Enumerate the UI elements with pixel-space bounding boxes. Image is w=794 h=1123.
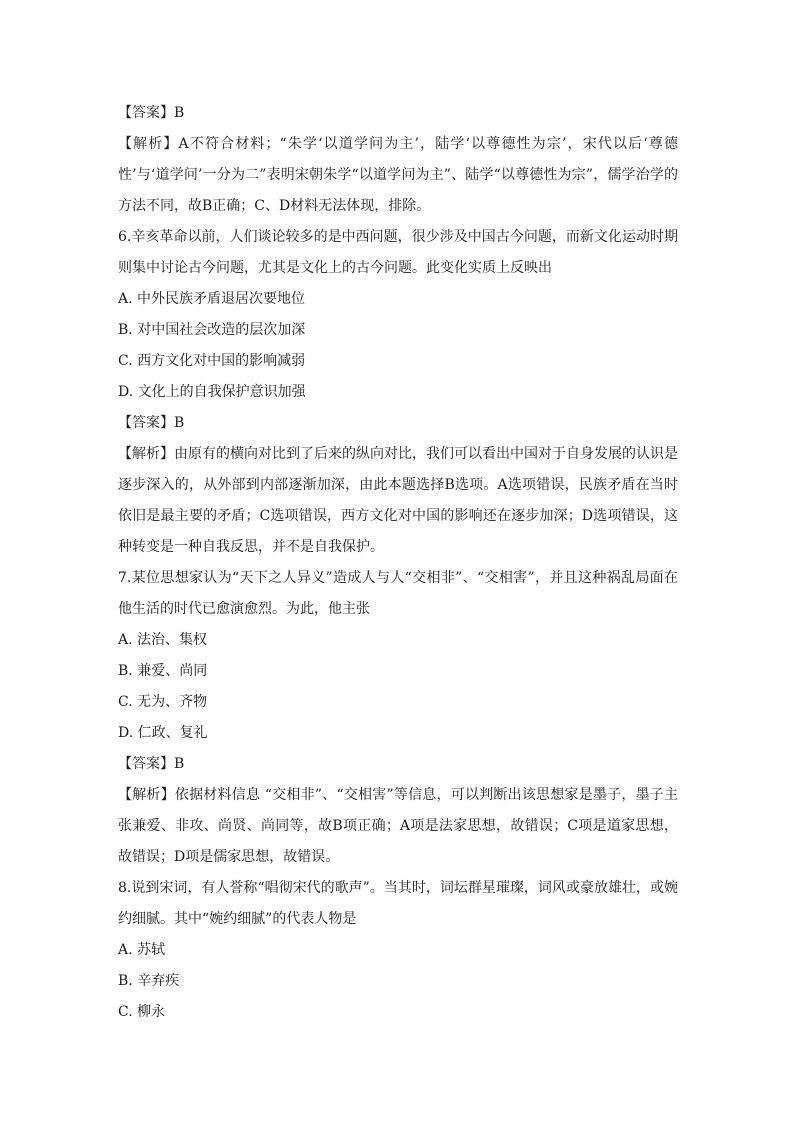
question-8-option-a: A. 苏轼 [118,942,166,958]
question-7-analysis: 【解析】依据材料信息 “交相非”、“交相害”等信息，可以判断出该思想家是墨子，墨子主张兼爱、非攻、尚贤、尚同等，故B项正确；A项是法家思想，故错误；C项是道家思想，故错误；D项是儒家思想，故错误。 [118,787,678,865]
question-8-option-c: C. 柳永 [118,1004,166,1020]
question-7-option-a: A. 法治、集权 [118,632,208,648]
question-8-option-b: B. 辛弃疾 [118,973,180,989]
question-6-analysis: 【解析】由原有的横向对比到了后来的纵向对比，我们可以看出中国对于自身发展的认识是逐步深入的，从外部到内部逐渐加深，由此本题选择B选项。A选项错误，民族矛盾在当时依旧是最主要的矛盾；C选项错误，西方文化对中国的影响还在逐步加深；D选项错误，这种转变是一种自我反思，并不是自我保护。 [118,446,678,555]
question-8-stem: 8.说到宋词，有人誉称“唱彻宋代的歌声”。当其时，词坛群星璀璨，词风或豪放雄壮，或婉约细腻。其中“婉约细腻”的代表人物是 [118,880,678,927]
question-6-option-a: A. 中外民族矛盾退居次要地位 [118,291,306,307]
question-7-option-b: B. 兼爱、尚同 [118,663,208,679]
question-7-option-d: D. 仁政、复礼 [118,725,208,741]
question-6-option-d: D. 文化上的自我保护意识加强 [118,384,306,400]
answer-label: 【答案】B [118,105,185,121]
question-7-answer: 【答案】B [118,756,185,772]
question-7-option-c: C. 无为、齐物 [118,694,208,710]
document-page [118,98,678,1028]
analysis-paragraph: 【解析】A不符合材料；“朱学‘以道学问为主’，陆学‘以尊德性为宗’，宋代以后‘尊德性’与‘道学问’一分为二”表明宋朝朱学“以道学问为主”、陆学“以尊德性为宗”，儒学治学的方法不同，故B正确；C、D材料无法体现，排除。 [118,136,678,214]
question-6-answer: 【答案】B [118,415,185,431]
question-6-stem: 6.辛亥革命以前，人们谈论较多的是中西问题，很少涉及中国古今问题，而新文化运动时期则集中讨论古今问题，尤其是文化上的古今问题。此变化实质上反映出 [118,229,678,276]
question-7-stem: 7.某位思想家认为“天下之人异义”造成人与人“交相非”、“交相害”，并且这种祸乱局面在他生活的时代已愈演愈烈。为此，他主张 [118,570,678,617]
question-6-option-b: B. 对中国社会改造的层次加深 [118,322,306,338]
question-6-option-c: C. 西方文化对中国的影响减弱 [118,353,306,369]
